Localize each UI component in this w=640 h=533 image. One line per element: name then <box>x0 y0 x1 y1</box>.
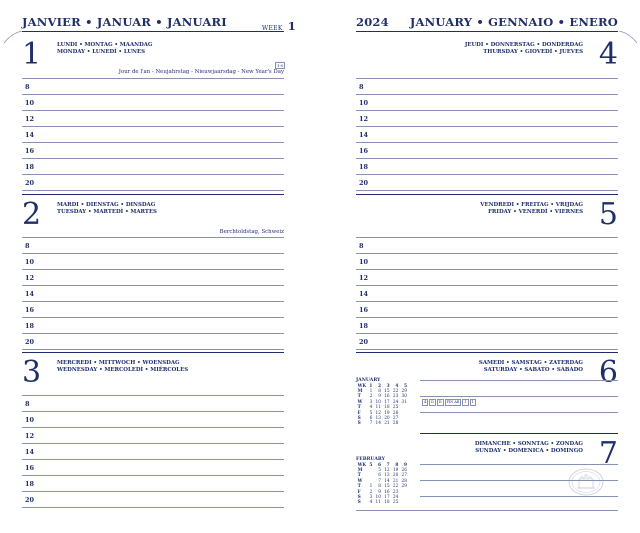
moon-label: FIN AR <box>446 400 460 404</box>
day-name-4-line1: JEUDI • DONNERSTAG • DONDERDAG <box>464 42 583 48</box>
year-label: 2024 <box>356 15 389 29</box>
hour-label: 18 <box>359 322 369 330</box>
mini-calendar-cell: S <box>357 416 361 422</box>
day5-hour-row-10[interactable] <box>356 253 618 270</box>
mini-calendar-header-cell: 7 <box>386 462 390 468</box>
day7-line-b <box>420 480 618 481</box>
mini-calendar-cell: 27 <box>401 473 407 479</box>
hour-label: 10 <box>359 99 369 107</box>
day4-hour-row-18[interactable] <box>356 158 618 175</box>
left-header-rule <box>22 31 284 32</box>
day3-hour-row-10[interactable] <box>22 411 284 428</box>
hour-label: 18 <box>25 480 35 488</box>
right-page-title: JANUARY • GENNAIO • ENERO <box>409 15 618 29</box>
mini-calendar-cell: 28 <box>392 421 399 427</box>
day-name-2-line1: MARDI • DIENSTAG • DINSDAG <box>57 202 156 208</box>
hour-label: 10 <box>25 99 35 107</box>
mini-calendar-cell: 17 <box>384 399 390 405</box>
day-name-4-line2: THURSDAY • GIOVEDÌ • JUEVES <box>483 49 583 55</box>
mini-calendar-cell: 15 <box>384 484 390 490</box>
day7-line-c <box>420 496 618 497</box>
mini-calendar-cell: W <box>357 478 363 484</box>
moon-label: 1 <box>471 400 474 404</box>
mini-calendar-cell: 8 <box>378 389 381 394</box>
mini-calendar-cell: 4 <box>369 500 373 506</box>
day6-line-b <box>420 396 618 397</box>
hour-label: 16 <box>25 147 35 155</box>
day-name-2-line2: TUESDAY • MARTEDÌ • MARTES <box>57 209 157 215</box>
mini-calendar-grid <box>356 384 409 427</box>
day4-hour-row-12[interactable] <box>356 110 618 127</box>
mini-calendar-cell: 31 <box>401 399 407 405</box>
day5-hour-row-20[interactable] <box>356 333 618 350</box>
mini-calendar-cell: 29 <box>401 389 407 394</box>
hour-label: 10 <box>25 416 35 424</box>
mini-calendar-cell: 20 <box>384 416 390 422</box>
day-number-1: 1 <box>22 37 42 72</box>
right-header-rule <box>356 31 618 32</box>
mini-calendar-cell: 30 <box>401 394 407 400</box>
day2-hour-row-12[interactable] <box>22 269 284 286</box>
mini-calendar-header-cell: 4 <box>395 383 399 389</box>
hour-label: 12 <box>359 115 369 123</box>
day7-line-a <box>420 464 618 465</box>
hour-label: 10 <box>359 258 369 266</box>
mini-calendar-header-cell: 1 <box>369 383 373 389</box>
mini-calendar-cell: T <box>357 394 361 400</box>
mini-calendar-cell: 22 <box>392 484 399 490</box>
hour-label: 12 <box>25 274 35 282</box>
mini-calendar-cell: M <box>357 468 363 473</box>
mini-calendar-cell: 18 <box>384 500 390 506</box>
mini-calendar-title: FEBRUARY <box>356 457 385 462</box>
day-name-1-line1: LUNDI • MONTAG • MAANDAG <box>57 42 153 48</box>
day5-hour-row-12[interactable] <box>356 269 618 286</box>
day3-hour-row-12[interactable] <box>22 427 284 444</box>
hour-label: 20 <box>25 338 35 346</box>
day-name-7-line1: DIMANCHE • SONNTAG • ZONDAG <box>474 441 583 447</box>
mini-calendar-cell: 8 <box>378 484 381 490</box>
mini-calendar-cell: T <box>357 405 361 411</box>
day1-hour-row-14[interactable] <box>22 126 284 143</box>
hour-label: 10 <box>25 258 35 266</box>
mini-calendar-cell: 23 <box>392 394 399 400</box>
day-name-6-line2: SATURDAY • SABATO • SÁBADO <box>483 367 583 373</box>
left-day-separator-2 <box>22 194 284 195</box>
mini-calendar-cell: 25 <box>392 405 399 411</box>
day-name-5-line2: FRIDAY • VENERDÌ • VIERNES <box>488 209 583 215</box>
hour-label: 16 <box>25 464 35 472</box>
mini-calendar-header-cell: 2 <box>378 383 381 389</box>
hour-label: 20 <box>25 179 35 187</box>
mini-calendar-grid <box>356 463 409 506</box>
right-day-separator-6 <box>356 352 618 353</box>
mini-calendar-cell <box>400 421 409 426</box>
day6-line-c <box>420 412 618 413</box>
mini-calendar-cell: T <box>357 473 361 479</box>
day3-hour-row-18[interactable] <box>22 475 284 492</box>
right-corner-fold <box>617 31 637 45</box>
moon-label: 4 <box>424 400 427 404</box>
hour-label: 12 <box>25 432 35 440</box>
mini-calendar-cell: 12 <box>375 410 381 416</box>
day-name-6-line1: SAMEDI • SAMSTAG • ZATERDAG <box>478 360 583 366</box>
mini-calendar-header-cell: WK <box>357 383 367 389</box>
mini-calendar-cell: 27 <box>392 416 399 422</box>
day3-hour-row-16[interactable] <box>22 459 284 476</box>
day5-hour-row-16[interactable] <box>356 301 618 318</box>
day4-hour-row-8[interactable] <box>356 78 618 95</box>
day2-hour-row-18[interactable] <box>22 317 284 334</box>
mini-calendar-cell: S <box>357 421 361 427</box>
day1-hour-row-8[interactable] <box>22 78 284 95</box>
day2-hour-row-20[interactable] <box>22 333 284 350</box>
day5-hour-row-18[interactable] <box>356 317 618 334</box>
mini-calendar-header-cell: 9 <box>403 462 407 468</box>
day4-hour-row-16[interactable] <box>356 142 618 159</box>
week-number: 1 <box>287 19 296 33</box>
hour-label: 12 <box>25 115 35 123</box>
hour-label: 8 <box>359 242 364 250</box>
hour-label: 14 <box>25 131 35 139</box>
mini-calendar-cell: 22 <box>392 389 399 394</box>
mini-calendar-header-cell: 5 <box>403 383 407 389</box>
day-name-1-line2: MONDAY • LUNEDÌ • LUNES <box>57 49 145 55</box>
mini-calendar-cell: 11 <box>375 500 381 506</box>
mini-calendar-header-cell: 6 <box>378 462 381 468</box>
day1-hour-row-10[interactable] <box>22 94 284 111</box>
mini-calendar-january <box>356 378 409 427</box>
holiday-day-1: Jour de l'an - Neujahrstag - Nieuwjaarsdag - New Year's Day <box>118 69 284 75</box>
mini-calendar-cell: S <box>357 495 361 501</box>
hour-label: 18 <box>25 163 35 171</box>
day4-hour-row-10[interactable] <box>356 94 618 111</box>
mini-calendar-cell: 24 <box>392 495 399 501</box>
mini-calendar-cell: 9 <box>378 489 381 495</box>
day2-hour-row-16[interactable] <box>22 301 284 318</box>
mini-calendar-header-cell: WK <box>357 462 367 468</box>
mini-calendar-cell: 9 <box>378 394 381 400</box>
mini-calendar-cell: 25 <box>392 500 399 506</box>
right-page-bottom-line <box>356 510 618 511</box>
hour-label: 16 <box>25 306 35 314</box>
day3-hour-row-8[interactable] <box>22 395 284 412</box>
day1-hour-row-18[interactable] <box>22 158 284 175</box>
mini-calendar-header-cell: 5 <box>369 462 373 468</box>
hour-label: 14 <box>25 290 35 298</box>
day2-hour-row-8[interactable] <box>22 237 284 254</box>
day1-hour-row-16[interactable] <box>22 142 284 159</box>
mini-calendar-cell: S <box>357 500 361 506</box>
day2-hour-row-10[interactable] <box>22 253 284 270</box>
hour-label: 16 <box>359 147 369 155</box>
hour-label: 14 <box>359 131 369 139</box>
day5-hour-row-14[interactable] <box>356 285 618 302</box>
mini-calendar-cell: M <box>357 389 363 394</box>
hour-label: 8 <box>25 400 30 408</box>
hour-label: 20 <box>359 338 369 346</box>
mini-calendar-cell: 14 <box>375 421 381 427</box>
day-name-3-line2: WEDNESDAY • MERCOLEDÌ • MIÉRCOLES <box>57 367 189 373</box>
moon-phase-strip <box>422 388 477 407</box>
emblem-seal <box>568 467 604 497</box>
mini-calendar-cell: F <box>357 410 361 416</box>
mini-calendar-cell: 7 <box>378 478 381 484</box>
mini-calendar-cell: 17 <box>384 495 390 501</box>
mini-calendar-cell: 15 <box>384 389 390 394</box>
hour-label: 20 <box>359 179 369 187</box>
mini-calendar-cell: 2 <box>369 394 373 400</box>
mini-calendar-cell: 19 <box>392 468 399 473</box>
day4-hour-row-14[interactable] <box>356 126 618 143</box>
left-day-separator-3 <box>22 352 284 353</box>
left-corner-fold <box>4 31 24 45</box>
mini-calendar-cell: T <box>357 484 361 490</box>
mini-calendar-cell: 14 <box>384 478 390 484</box>
week-label: WEEK <box>262 25 283 32</box>
mini-calendar-cell: 13 <box>375 416 381 422</box>
mini-calendar-cell: 21 <box>392 478 399 484</box>
day3-hour-row-14[interactable] <box>22 443 284 460</box>
day1-hour-row-12[interactable] <box>22 110 284 127</box>
mini-calendar-cell: 6 <box>369 416 373 422</box>
day-number-3: 3 <box>22 355 42 390</box>
mini-calendar-header-cell: 3 <box>386 383 390 389</box>
hour-label: 14 <box>25 448 35 456</box>
day3-hour-row-20[interactable] <box>22 491 284 508</box>
hour-label: 18 <box>359 163 369 171</box>
mini-calendar-cell: 10 <box>375 495 381 501</box>
day-name-5-line1: VENDREDI • FREITAG • VRIJDAG <box>480 202 583 208</box>
day1-hour-row-20[interactable] <box>22 174 284 191</box>
day5-hour-row-8[interactable] <box>356 237 618 254</box>
right-day-separator-5 <box>356 194 618 195</box>
hour-label: 8 <box>25 242 30 250</box>
mini-calendar-cell: 5 <box>378 468 381 473</box>
moon-label: II <box>438 400 442 404</box>
day-name-7-line2: SUNDAY • DOMENICA • DOMINGO <box>475 448 583 454</box>
hour-label: 8 <box>25 83 30 91</box>
mini-calendar-cell: 20 <box>392 473 399 479</box>
mini-calendar-cell: 18 <box>384 405 390 411</box>
mini-calendar-cell: 16 <box>384 489 390 495</box>
mini-calendar-cell: 29 <box>401 484 407 490</box>
hour-label: 18 <box>25 322 35 330</box>
moon-label: 1 <box>464 400 467 404</box>
day2-hour-row-14[interactable] <box>22 285 284 302</box>
mini-calendar-cell: 13 <box>384 473 390 479</box>
day-name-3-line1: MERCREDI • MITTWOCH • WOENSDAG <box>57 360 180 366</box>
day-number-7: 7 <box>598 436 618 471</box>
mini-calendar-header-cell: 8 <box>395 462 399 468</box>
day6-line-a <box>420 380 618 381</box>
mini-calendar-cell: 1 <box>369 389 373 394</box>
mini-calendar-cell: 6 <box>378 473 381 479</box>
mini-calendar-cell: 24 <box>392 399 399 405</box>
mini-calendar-cell: 26 <box>401 468 407 473</box>
mini-calendar-cell: 7 <box>369 421 373 427</box>
mini-calendar-cell: 1 <box>369 484 373 490</box>
mini-calendar-title: JANUARY <box>356 378 381 383</box>
mini-calendar-cell: F <box>357 489 361 495</box>
mini-calendar-cell: 11 <box>375 405 381 411</box>
day-number-2: 2 <box>22 197 42 232</box>
mini-calendar-cell: 5 <box>369 410 373 416</box>
day-number-4: 4 <box>598 37 618 72</box>
hour-label: 12 <box>359 274 369 282</box>
corner-badge: 1-0 <box>277 63 284 68</box>
mini-calendar-cell: 16 <box>384 394 390 400</box>
hour-label: 14 <box>359 290 369 298</box>
mini-calendar-cell: 12 <box>384 468 390 473</box>
right-day-separator-7 <box>420 433 618 434</box>
mini-calendar-february <box>356 457 409 506</box>
mini-calendar-cell: 3 <box>369 495 373 501</box>
hour-label: 20 <box>25 496 35 504</box>
mini-calendar-cell <box>400 500 409 505</box>
mini-calendar-cell: 23 <box>392 489 399 495</box>
mini-calendar-cell: W <box>357 399 363 405</box>
mini-calendar-cell: 2 <box>369 489 373 495</box>
mini-calendar-cell: 4 <box>369 405 373 411</box>
day4-hour-row-20[interactable] <box>356 174 618 191</box>
left-page-title: JANVIER • JANUAR • JANUARI <box>22 15 227 29</box>
moon-label: D <box>431 400 434 404</box>
hour-label: 16 <box>359 306 369 314</box>
mini-calendar-cell: 19 <box>384 410 390 416</box>
day-number-6: 6 <box>598 355 618 390</box>
holiday-day-2: Berchtoldstag, Schweiz <box>219 229 284 235</box>
mini-calendar-cell: 10 <box>375 399 381 405</box>
mini-calendar-cell: 28 <box>401 478 407 484</box>
mini-calendar-cell: 3 <box>369 399 373 405</box>
mini-calendar-cell: 26 <box>392 410 399 416</box>
hour-label: 8 <box>359 83 364 91</box>
mini-calendar-cell: 21 <box>384 421 390 427</box>
day-number-5: 5 <box>598 197 618 232</box>
